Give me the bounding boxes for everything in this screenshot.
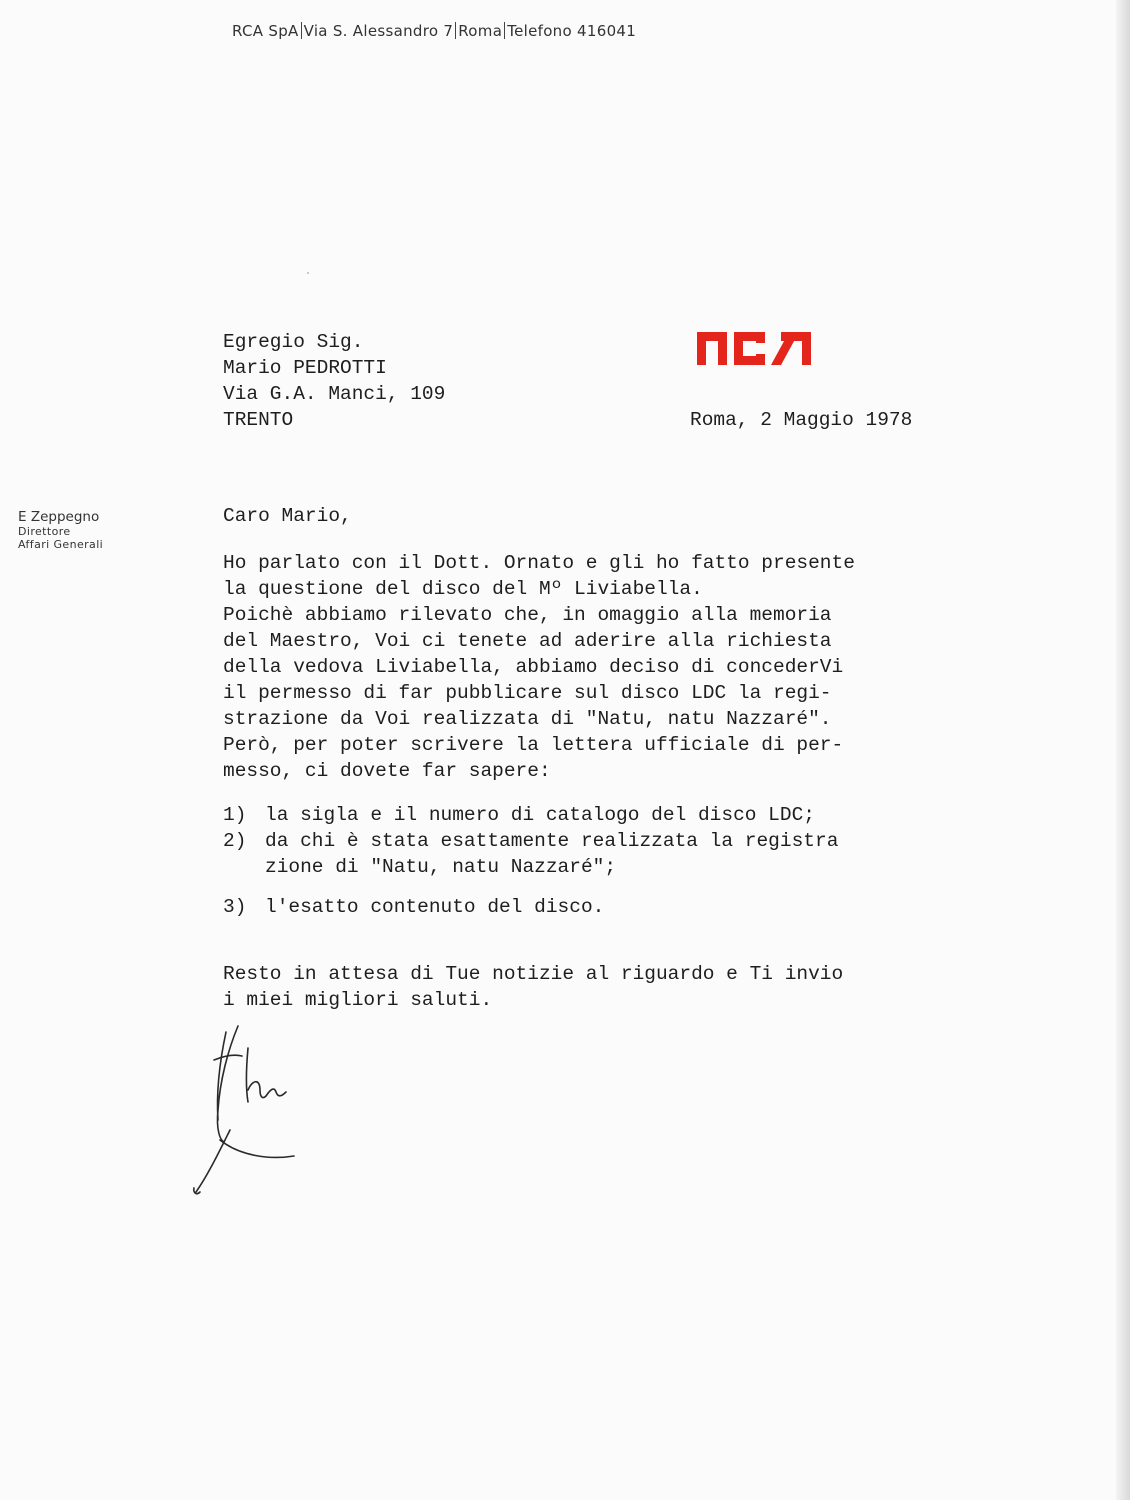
- list-text: la sigla e il numero di catalogo del disco LDC;: [265, 804, 815, 826]
- rca-logo: [697, 330, 819, 366]
- closing: [223, 961, 843, 1013]
- letter-body: [223, 550, 855, 784]
- list-text: da chi è stata esattamente realizzata la registra: [265, 830, 839, 852]
- letterhead-separator: [301, 22, 302, 39]
- letterhead: [232, 22, 636, 40]
- letterhead-separator: [504, 22, 505, 39]
- recipient-name: Mario PEDROTTI: [223, 357, 387, 379]
- paper-speck: [307, 272, 309, 274]
- body-line: la questione del disco del Mº Liviabella.: [223, 578, 703, 600]
- salutation: Caro Mario,: [223, 505, 352, 527]
- list-item: [223, 894, 838, 920]
- list-text: l'esatto contenuto del disco.: [265, 896, 605, 918]
- letter-date: Roma, 2 Maggio 1978: [690, 409, 913, 431]
- list-text-continuation: zione di "Natu, natu Nazzaré";: [265, 856, 617, 878]
- list-item: [223, 828, 838, 880]
- paper-edge: [1116, 0, 1130, 1500]
- recipient-salutation-line: Egregio Sig.: [223, 331, 364, 353]
- body-line: del Maestro, Voi ci tenete ad aderire alla richiesta: [223, 630, 832, 652]
- list-number: 2): [223, 830, 247, 852]
- letterhead-address: Via S. Alessandro 7: [303, 22, 454, 40]
- sender-block: [18, 509, 103, 551]
- handwritten-signature: [190, 1020, 310, 1200]
- body-line: messo, ci dovete far sapere:: [223, 760, 551, 782]
- letterhead-separator: [455, 22, 456, 39]
- letterhead-city: Roma: [458, 22, 503, 40]
- body-line: Ho parlato con il Dott. Ornato e gli ho fatto presente: [223, 552, 855, 574]
- list-item: [223, 802, 838, 828]
- closing-line: i miei migliori saluti.: [223, 989, 493, 1011]
- request-list: [223, 802, 838, 920]
- body-line: il permesso di far pubblicare sul disco LDC la regi-: [223, 682, 832, 704]
- list-number: 3): [223, 896, 247, 918]
- recipient-city: TRENTO: [223, 409, 294, 431]
- recipient-street: Via G.A. Manci, 109: [223, 383, 446, 405]
- sender-department: Affari Generali: [18, 538, 104, 551]
- body-line: strazione da Voi realizzata di "Natu, natu Nazzaré".: [223, 708, 832, 730]
- body-line: della vedova Liviabella, abbiamo deciso di concederVi: [223, 656, 844, 678]
- recipient-address: [223, 329, 445, 433]
- sender-title: Direttore: [18, 525, 71, 538]
- body-line: Poichè abbiamo rilevato che, in omaggio alla memoria: [223, 604, 832, 626]
- sender-name: E Zeppegno: [18, 509, 100, 525]
- body-line: Però, per poter scrivere la lettera ufficiale di per-: [223, 734, 844, 756]
- closing-line: Resto in attesa di Tue notizie al riguardo e Ti invio: [223, 963, 844, 985]
- list-number: 1): [223, 804, 247, 826]
- rca-logo-mark: [697, 332, 811, 365]
- letterhead-phone: Telefono 416041: [507, 22, 637, 40]
- letterhead-company: RCA SpA: [232, 22, 299, 40]
